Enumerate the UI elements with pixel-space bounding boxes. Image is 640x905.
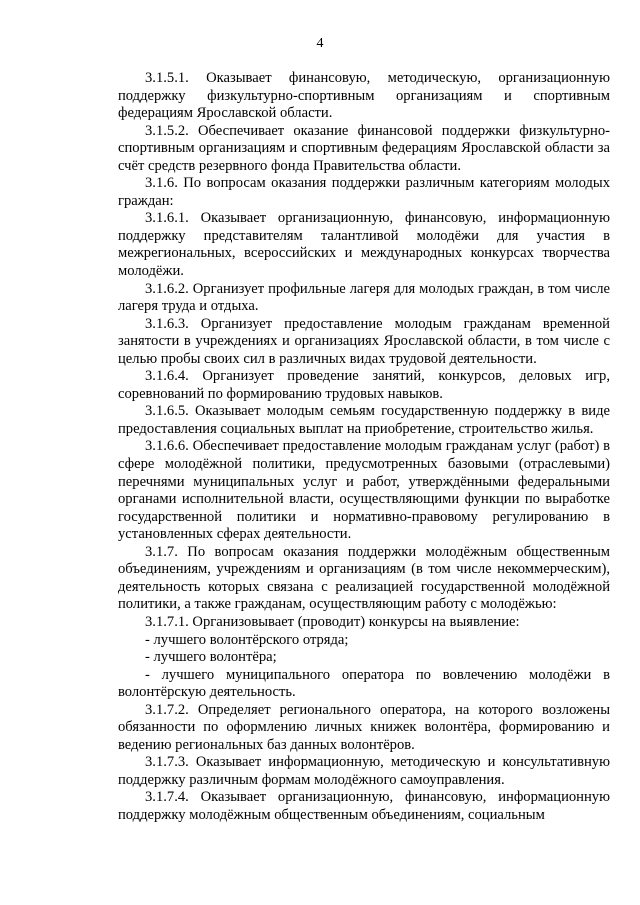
paragraph-3-1-5-2: 3.1.5.2. Обеспечивает оказание финансовой поддержки физкультурно-спортивным организациям и спортивным федерациям Ярославской области за счёт средств резервного фонда Правительства области. — [118, 122, 610, 174]
paragraph-3-1-6-5: 3.1.6.5. Оказывает молодым семьям государственную поддержку в виде предоставления социальных выплат на приобретение, строительство жилья. — [118, 403, 610, 437]
paragraph-3-1-7-3: 3.1.7.3. Оказывает информационную, методическую и консультативную поддержку различным формам молодёжного самоуправления. — [118, 754, 610, 788]
list-item-volunteer-team: - лучшего волонтёрского отряда; — [145, 631, 349, 648]
paragraph-3-1-6-3: 3.1.6.3. Организует предоставление молодым гражданам временной занятости в учреждениях и организациях Ярославской области, в том числе с целью пробы своих сил в различных видах трудовой деятельности. — [118, 315, 610, 367]
paragraph-3-1-7: 3.1.7. По вопросам оказания поддержки молодёжным общественным объединениям, учреждениям и организациям (в том числе некоммерческим), деятельность которых связана с реализацией государственной молодёжной политики, а также гражданам, осуществляющим работу с молодёжью: — [118, 543, 610, 613]
paragraph-3-1-7-4: 3.1.7.4. Оказывает организационную, финансовую, информационную поддержку молодёжным общественным объединениям, социальным — [118, 789, 610, 823]
list-item-municipal-operator: - лучшего муниципального оператора по вовлечению молодёжи в волонтёрскую деятельность. — [118, 666, 610, 701]
paragraph-3-1-6-1: 3.1.6.1. Оказывает организационную, финансовую, информационную поддержку представителям талантливой молодёжи для участия в межрегиональных, всероссийских и международных конкурсах творчества молодёжи. — [118, 210, 610, 280]
paragraph-3-1-7-1: 3.1.7.1. Организовывает (проводит) конкурсы на выявление: — [145, 613, 520, 630]
paragraph-3-1-5-1: 3.1.5.1. Оказывает финансовую, методическую, организационную поддержку физкультурно-спортивным организациям и спортивным федерациям Ярославской области. — [118, 70, 610, 122]
paragraph-3-1-6-2: 3.1.6.2. Организует профильные лагеря для молодых граждан, в том числе лагеря труда и отдыха. — [118, 280, 610, 315]
document-body — [118, 70, 610, 825]
paragraph-3-1-7-2: 3.1.7.2. Определяет регионального оператора, на которого возложены обязанности по оформлению личных книжек волонтёра, формированию и ведению региональных баз данных волонтёров. — [118, 701, 610, 753]
paragraph-3-1-6-6: 3.1.6.6. Обеспечивает предоставление молодым гражданам услуг (работ) в сфере молодёжной политики, предусмотренных базовыми (отраслевыми) перечнями муниципальных услуг и работ, утверждёнными федеральными органами исполнительной власти, осуществляющими функции по выработке государственной политики и нормативно-правовому регулированию в установленных сферах деятельности. — [118, 438, 610, 543]
list-item-volunteer: - лучшего волонтёра; — [145, 649, 277, 666]
paragraph-3-1-6-4: 3.1.6.4. Организует проведение занятий, конкурсов, деловых игр, соревнований по формированию трудовых навыков. — [118, 368, 610, 402]
page-number: 4 — [316, 36, 324, 51]
paragraph-3-1-6: 3.1.6. По вопросам оказания поддержки различным категориям молодых граждан: — [118, 175, 610, 209]
